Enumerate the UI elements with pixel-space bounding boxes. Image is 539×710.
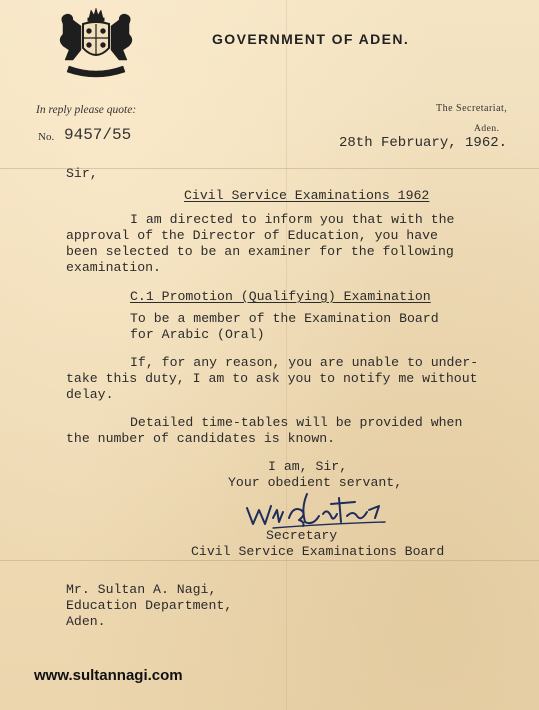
closing-line: Your obedient servant, (228, 475, 403, 490)
paragraph-line: If, for any reason, you are unable to under- (130, 355, 479, 370)
signatory-board: Civil Service Examinations Board (191, 544, 445, 559)
sender-place: Aden. (474, 124, 500, 134)
addressee-line: Aden. (66, 614, 106, 629)
paragraph-line: To be a member of the Examination Board (130, 311, 439, 326)
paragraph-line: approval of the Director of Education, you have (66, 228, 438, 243)
signatory-title: Secretary (266, 528, 338, 543)
closing-line: I am, Sir, (268, 459, 348, 474)
paragraph-line: take this duty, I am to ask you to notify me without (66, 371, 478, 386)
paragraph-line: the number of candidates is known. (66, 431, 336, 446)
reference-number: 9457/55 (64, 126, 132, 144)
royal-coat-of-arms-icon (55, 6, 137, 84)
paragraph-line: been selected to be an examiner for the following (66, 244, 454, 259)
paragraph-line: for Arabic (Oral) (130, 327, 265, 342)
letter-date: 28th February, 1962. (339, 135, 508, 151)
website-watermark: www.sultannagi.com (34, 667, 183, 684)
exam-title: C.1 Promotion (Qualifying) Examination (130, 289, 431, 304)
addressee-line: Mr. Sultan A. Nagi, (66, 582, 217, 597)
addressee-line: Education Department, (66, 598, 233, 613)
paragraph-line: Detailed time-tables will be provided when (130, 415, 463, 430)
handwritten-signature (243, 488, 391, 530)
reference-no-label: No. (38, 131, 55, 143)
paragraph-line: I am directed to inform you that with the (130, 212, 455, 227)
sender-office: The Secretariat, (436, 103, 508, 114)
salutation: Sir, (66, 166, 98, 181)
subject-line: Civil Service Examinations 1962 (184, 188, 430, 203)
paper-fold (0, 560, 539, 561)
letterhead-title: GOVERNMENT OF ADEN. (212, 31, 410, 47)
reply-quote-label: In reply please quote: (36, 104, 137, 116)
paragraph-line: delay. (66, 387, 114, 402)
paragraph-line: examination. (66, 260, 161, 275)
